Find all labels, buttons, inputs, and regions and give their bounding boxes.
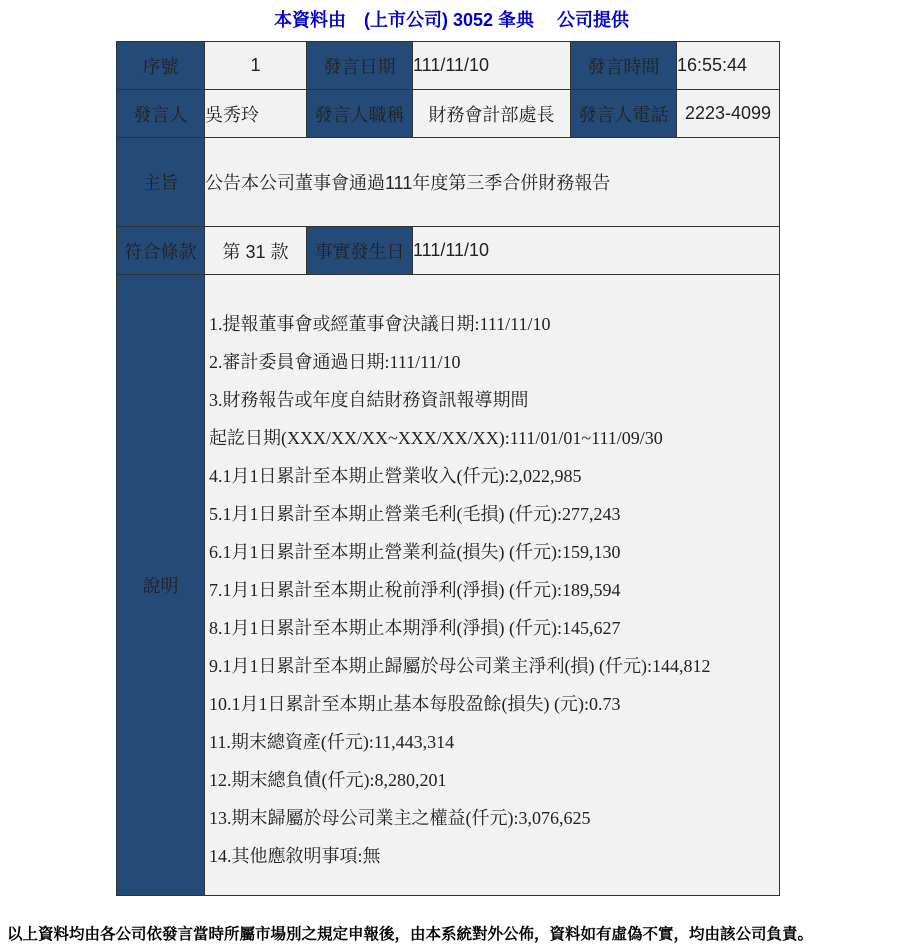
page-title: 本資料由 (上市公司) 3052 夆典 公司提供	[273, 10, 630, 30]
row-clause	[117, 227, 780, 275]
time-value: 16:55:44	[677, 42, 780, 90]
speaker-label: 發言人	[117, 90, 205, 138]
description-line: 9.1月1日累計至本期止歸屬於母公司業主淨利(損) (仟元):144,812	[209, 656, 711, 676]
row-seq-date-time	[117, 42, 780, 90]
date-value: 111/11/10	[413, 42, 571, 90]
description-line: 14.其他應敘明事項:無	[209, 846, 381, 866]
description-line: 起訖日期(XXX/XX/XX~XXX/XX/XX):111/01/01~111/09/30	[209, 428, 663, 448]
announcement-table	[116, 41, 780, 896]
clause-value: 第 31 款	[205, 227, 307, 275]
description-line: 6.1月1日累計至本期止營業利益(損失) (仟元):159,130	[209, 542, 621, 562]
row-speaker	[117, 90, 780, 138]
event-date-value: 111/11/10	[413, 227, 780, 275]
date-label: 發言日期	[307, 42, 413, 90]
description-label: 說明	[117, 275, 205, 896]
row-description	[117, 275, 780, 896]
event-date-label: 事實發生日	[307, 227, 413, 275]
description-line: 7.1月1日累計至本期止稅前淨利(淨損) (仟元):189,594	[209, 580, 621, 600]
description-line: 13.期末歸屬於母公司業主之權益(仟元):3,076,625	[209, 808, 591, 828]
description-line: 11.期末總資產(仟元):11,443,314	[209, 732, 455, 752]
speaker-title-value: 財務會計部處長	[413, 90, 571, 138]
description-line: 8.1月1日累計至本期止本期淨利(淨損) (仟元):145,627	[209, 618, 621, 638]
speaker-value: 吳秀玲	[205, 90, 307, 138]
seq-value: 1	[205, 42, 307, 90]
disclaimer-text: 以上資料均由各公司依發言當時所屬市場別之規定申報後，由本系統對外公佈，資料如有虛偽不實，均由該公司負責。	[7, 926, 814, 943]
phone-value: 2223-4099	[677, 90, 780, 138]
description-line: 2.審計委員會通過日期:111/11/10	[209, 352, 461, 372]
description-line: 4.1月1日累計至本期止營業收入(仟元):2,022,985	[209, 466, 582, 486]
description-line: 3.財務報告或年度自結財務資訊報導期間	[209, 390, 529, 410]
description-line: 12.期末總負債(仟元):8,280,201	[209, 770, 447, 790]
description-line: 10.1月1日累計至本期止基本每股盈餘(損失) (元):0.73	[209, 694, 621, 714]
phone-label: 發言人電話	[571, 90, 677, 138]
clause-label: 符合條款	[117, 227, 205, 275]
description-line: 1.提報董事會或經董事會決議日期:111/11/10	[209, 314, 551, 334]
description-body	[205, 275, 780, 896]
speaker-title-label: 發言人職稱	[307, 90, 413, 138]
subject-label: 主旨	[117, 138, 205, 227]
seq-label: 序號	[117, 42, 205, 90]
row-subject	[117, 138, 780, 227]
time-label: 發言時間	[571, 42, 677, 90]
description-line: 5.1月1日累計至本期止營業毛利(毛損) (仟元):277,243	[209, 504, 621, 524]
description-lines	[205, 275, 779, 895]
subject-value: 公告本公司董事會通過111年度第三季合併財務報告	[205, 138, 780, 227]
